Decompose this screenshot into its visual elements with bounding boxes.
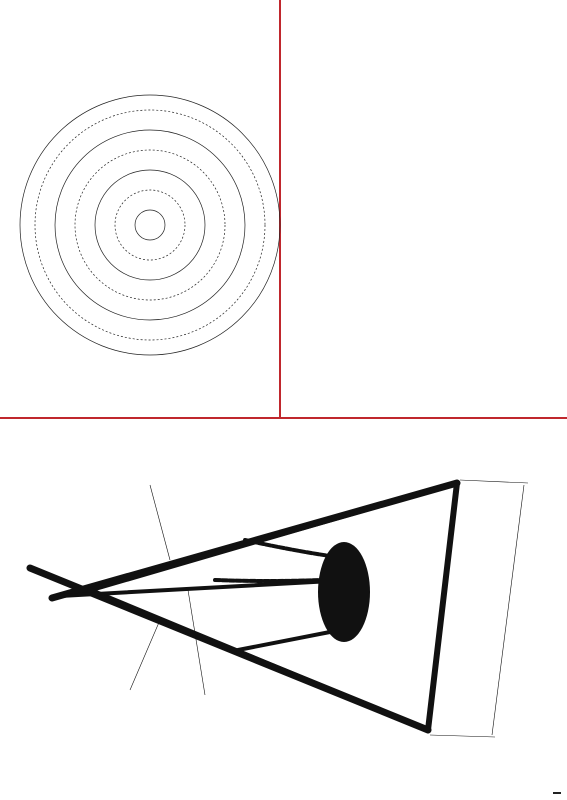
chain-mid — [215, 580, 320, 581]
watermark — [553, 792, 561, 794]
firepit-diagram — [30, 483, 457, 730]
doily-chart — [20, 95, 280, 355]
leg-back — [428, 483, 457, 730]
strut-upper — [90, 483, 457, 590]
chain-bottom — [238, 632, 330, 650]
firepit-bowl — [318, 542, 370, 642]
chain-top — [245, 540, 330, 556]
strut-lower — [90, 590, 428, 730]
